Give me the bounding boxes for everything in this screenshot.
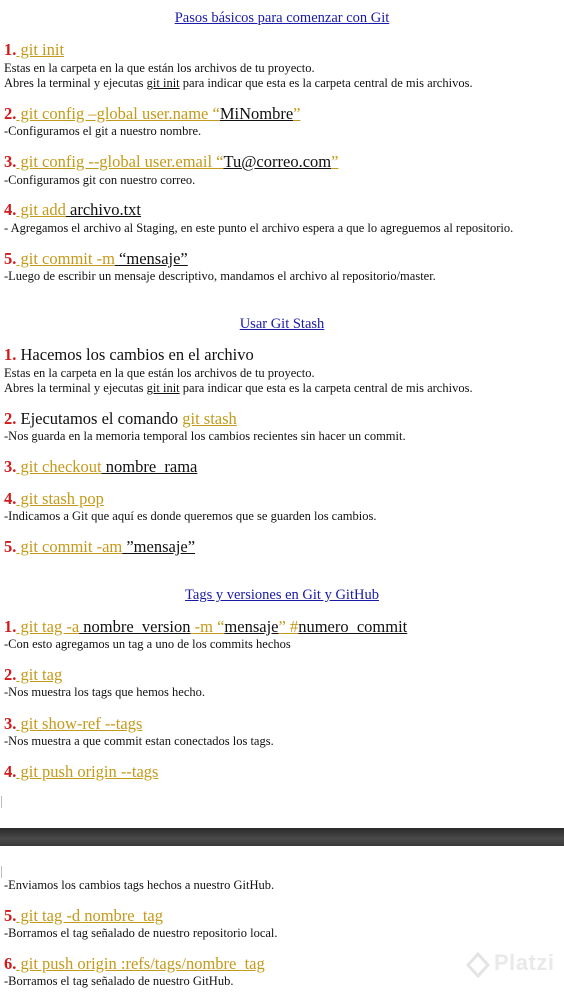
command-text: git checkout <box>16 457 102 476</box>
page-corner-mark <box>1 866 2 878</box>
command-text: git add <box>16 200 66 219</box>
command-text: git push origin :refs/tags/nombre_tag <box>16 954 265 973</box>
argument-text: Hacemos los cambios en el archivo <box>16 345 254 364</box>
step-number: 3. <box>4 714 17 733</box>
command-text: ” # <box>278 617 299 636</box>
step-number: 5. <box>4 906 17 925</box>
command-text: git config –global user.name “ <box>16 104 220 123</box>
argument-text: nombre_rama <box>101 457 198 476</box>
command-text: git commit -m <box>16 249 115 268</box>
step-number: 2. <box>4 104 17 123</box>
step-basics-1 <box>4 40 64 60</box>
desc-tags-4: -Enviamos los cambios tags hechos a nuestro GitHub. <box>4 878 275 892</box>
desc-basics-4: - Agregamos el archivo al Staging, en este punto el archivo espera a que lo agreguemos al repositorio. <box>4 221 514 235</box>
command-text: git stash <box>182 409 237 428</box>
desc-tags-6: -Borramos el tag señalado de nuestro GitHub. <box>4 974 234 988</box>
argument-text: Ejecutamos el comando <box>16 409 183 428</box>
command-text: git commit -am <box>16 537 123 556</box>
step-stash-3 <box>4 457 197 477</box>
step-number: 6. <box>4 954 17 973</box>
desc-tags-5: -Borramos el tag señalado de nuestro repositorio local. <box>4 926 278 940</box>
step-number: 1. <box>4 345 17 364</box>
argument-text: archivo.txt <box>65 200 142 219</box>
step-basics-3 <box>4 152 338 172</box>
argument-text: ”mensaje” <box>122 537 196 556</box>
argument-text: Tu@correo.com <box>223 152 332 171</box>
inline-command: git init <box>146 381 180 395</box>
desc-basics-2: -Configuramos el git a nuestro nombre. <box>4 124 202 138</box>
desc-tags-1: -Con esto agregamos un tag a uno de los commits hechos <box>4 637 291 651</box>
argument-text: “mensaje” <box>114 249 188 268</box>
step-tags-6 <box>4 954 265 974</box>
command-text: git tag <box>16 665 63 684</box>
section-title-stash: Usar Git Stash <box>239 316 325 332</box>
section-title-basics: Pasos básicos para comenzar con Git <box>174 10 390 26</box>
platzi-logo-icon <box>466 952 490 978</box>
desc-basics-3: -Configuramos git con nuestro correo. <box>4 173 196 187</box>
command-text: git stash pop <box>16 489 104 508</box>
step-stash-4 <box>4 489 104 509</box>
platzi-watermark: Platzi <box>494 950 555 975</box>
step-tags-4 <box>4 762 158 782</box>
step-basics-5 <box>4 249 188 269</box>
command-text: -m “ <box>190 617 225 636</box>
step-number: 5. <box>4 537 17 556</box>
desc-basics-1-b: Abres la terminal y ejecutas git init para indicar que esta es la carpeta central de mis archivos. <box>4 76 473 90</box>
desc-stash-1-a: Estas en la carpeta en la que están los archivos de tu proyecto. <box>4 366 315 380</box>
command-text: git config --global user.email “ <box>16 152 224 171</box>
step-number: 1. <box>4 40 17 59</box>
step-tags-5 <box>4 906 163 926</box>
desc-stash-1-b: Abres la terminal y ejecutas git init para indicar que esta es la carpeta central de mis archivos. <box>4 381 473 395</box>
step-number: 3. <box>4 152 17 171</box>
step-number: 2. <box>4 409 17 428</box>
step-stash-1 <box>4 345 254 365</box>
desc-stash-4: -Indicamos a Git que aquí es donde queremos que se guarden los cambios. <box>4 509 377 523</box>
inline-command: git init <box>146 76 180 90</box>
step-number: 4. <box>4 200 17 219</box>
step-number: 4. <box>4 762 17 781</box>
page-break-bar <box>0 828 564 846</box>
argument-text: numero_commit <box>298 617 408 636</box>
step-basics-2 <box>4 104 300 124</box>
desc-tags-3: -Nos muestra a que commit estan conectados los tags. <box>4 734 274 748</box>
step-number: 4. <box>4 489 17 508</box>
command-text: ” <box>293 104 301 123</box>
desc-stash-2: -Nos guarda en la memoria temporal los cambios recientes sin hacer un commit. <box>4 429 406 443</box>
step-stash-2 <box>4 409 237 429</box>
command-text: git init <box>16 40 65 59</box>
desc-tags-2: -Nos muestra los tags que hemos hecho. <box>4 685 206 699</box>
step-number: 3. <box>4 457 17 476</box>
desc-basics-1-a: Estas en la carpeta en la que están los archivos de tu proyecto. <box>4 61 315 75</box>
argument-text: mensaje <box>224 617 279 636</box>
argument-text: MiNombre <box>219 104 294 123</box>
section-title-tags: Tags y versiones en Git y GitHub <box>185 587 379 603</box>
command-text: git tag -d nombre_tag <box>16 906 164 925</box>
command-text: git tag -a <box>16 617 80 636</box>
command-text: git push origin --tags <box>16 762 159 781</box>
step-tags-2 <box>4 665 62 685</box>
step-number: 1. <box>4 617 17 636</box>
page-corner-mark <box>1 796 2 808</box>
command-text: git show-ref --tags <box>16 714 143 733</box>
command-text: ” <box>331 152 339 171</box>
argument-text: nombre_version <box>79 617 191 636</box>
step-stash-5 <box>4 537 195 557</box>
desc-basics-5: -Luego de escribir un mensaje descriptivo, mandamos el archivo al repositorio/master. <box>4 269 436 283</box>
step-tags-1 <box>4 617 407 637</box>
step-tags-3 <box>4 714 142 734</box>
step-number: 2. <box>4 665 17 684</box>
step-basics-4 <box>4 200 141 220</box>
step-number: 5. <box>4 249 17 268</box>
